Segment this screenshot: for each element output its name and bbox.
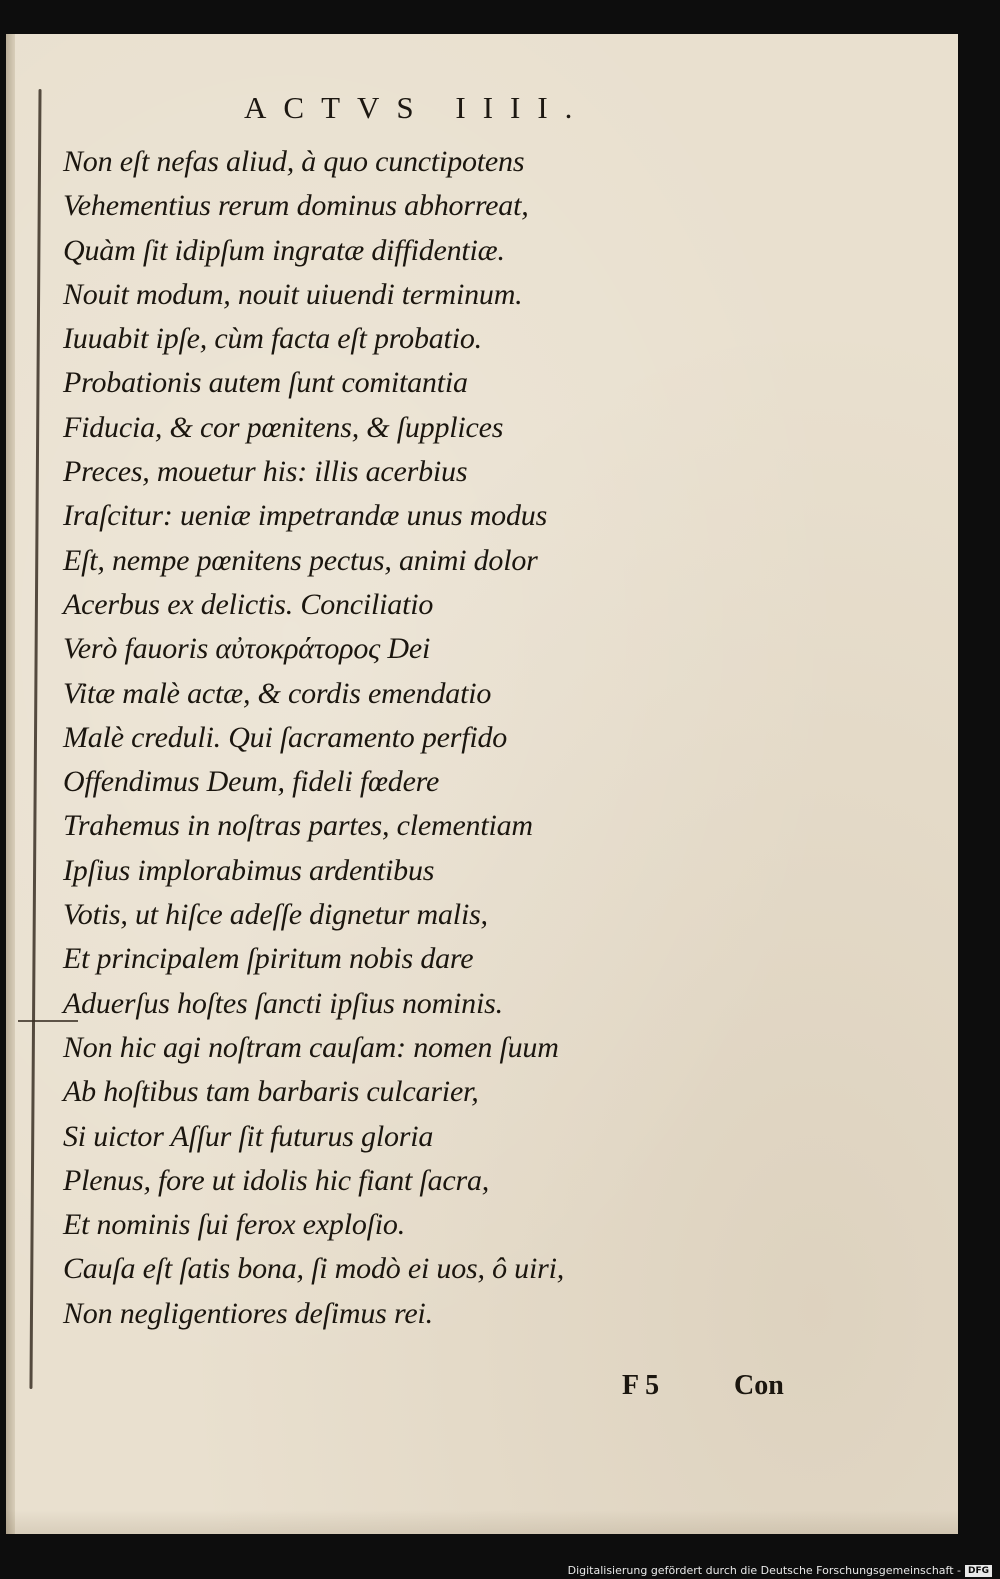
verse-line: Aduerſus hoſtes ſancti ipſius nominis. <box>63 986 503 1020</box>
digitization-credit <box>568 1564 992 1577</box>
page-edge <box>6 34 15 1534</box>
verse-line: Non hic agi noſtram cauſam: nomen ſuum <box>63 1030 559 1064</box>
verse-line: Iraſcitur: ueniæ impetrandæ unus modus <box>63 499 548 533</box>
book-page <box>6 34 958 1534</box>
verse-line: Vitæ malè actæ, & cordis emendatio <box>63 676 492 710</box>
verse-line: Malè creduli. Qui ſacramento perfido <box>63 720 508 754</box>
verse-line: Nouit modum, nouit uiuendi terminum. <box>63 277 523 311</box>
verse-line: Vehementius rerum dominus abhorreat, <box>63 189 529 223</box>
verse-line: Cauſa eſt ſatis bona, ſi modò ei uos, ô uiri, <box>63 1252 565 1286</box>
dfg-logo-icon: DFG <box>965 1565 992 1577</box>
verse-line: Eſt, nempe pœnitens pectus, animi dolor <box>63 543 538 577</box>
verse-line: Verò fauoris αὐτοκράτορος Dei <box>63 632 431 666</box>
verse-line: Probationis autem ſunt comitantia <box>63 366 468 400</box>
verse-line: Preces, mouetur his: illis acerbius <box>63 455 468 489</box>
verse-line: Ab hoſtibus tam barbaris culcarier, <box>63 1075 479 1109</box>
verse-line: Fiducia, & cor pœnitens, & ſupplices <box>63 410 504 444</box>
verse-line: Votis, ut hiſce adeſſe dignetur malis, <box>63 898 488 932</box>
catchword: Con <box>734 1370 784 1401</box>
verse-line: Plenus, fore ut idolis hic fiant ſacra, <box>63 1163 490 1197</box>
verse-line: Offendimus Deum, fideli fœdere <box>63 765 440 799</box>
running-head: ACTVS IIII. <box>244 90 590 125</box>
verse-line: Trahemus in noſtras partes, clementiam <box>63 809 533 843</box>
verse-text <box>63 140 564 1336</box>
margin-ink-line <box>29 89 41 1389</box>
credit-text: Digitalisierung gefördert durch die Deutsche Forschungsgemeinschaft - <box>567 1564 961 1577</box>
verse-line: Et principalem ſpiritum nobis dare <box>63 942 474 976</box>
verse-line: Iuuabit ipſe, cùm facta eſt probatio. <box>63 322 482 356</box>
verse-line: Et nominis ſui ferox exploſio. <box>63 1208 406 1242</box>
signature-mark: F 5 <box>622 1370 660 1401</box>
verse-line: Acerbus ex delictis. Conciliatio <box>63 587 434 621</box>
verse-line: Si uictor Aſſur ſit futurus gloria <box>63 1119 434 1153</box>
page-shadow <box>6 1510 958 1534</box>
verse-line: Non eſt nefas aliud, à quo cunctipotens <box>63 145 525 178</box>
verse-line: Quàm ſit idipſum ingratæ diffidentiæ. <box>63 233 505 267</box>
verse-line: Non negligentiores deſimus rei. <box>63 1296 433 1330</box>
verse-line: Ipſius implorabimus ardentibus <box>63 853 435 887</box>
